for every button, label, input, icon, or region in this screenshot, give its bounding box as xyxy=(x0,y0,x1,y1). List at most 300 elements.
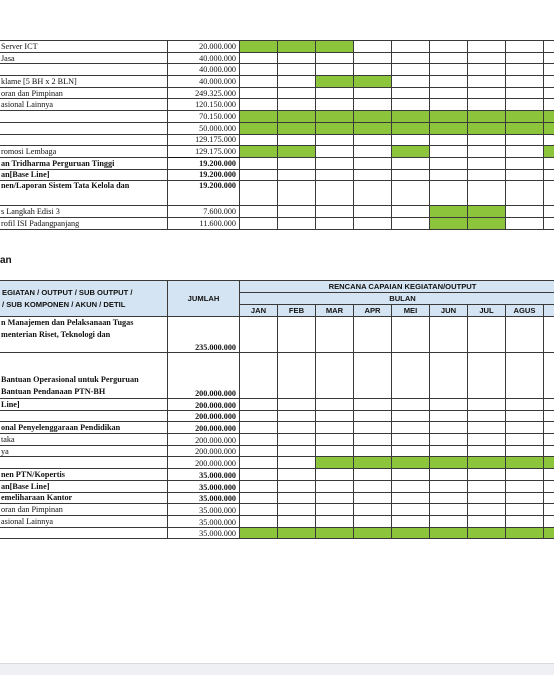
month-cell xyxy=(506,41,544,53)
month-cell-filled xyxy=(240,122,278,134)
month-cell xyxy=(278,87,316,99)
row-amount: 11.600.000 xyxy=(168,217,240,229)
month-cell-filled xyxy=(544,146,554,158)
month-cell xyxy=(506,52,544,64)
month-cell xyxy=(392,317,430,353)
month-cell xyxy=(392,206,430,218)
month-cell xyxy=(278,317,316,353)
month-cell-filled xyxy=(392,146,430,158)
month-cell xyxy=(506,469,544,481)
month-cell-filled xyxy=(544,122,554,134)
table-row xyxy=(0,527,554,539)
month-cell-filled xyxy=(544,527,554,539)
month-cell-filled xyxy=(544,111,554,123)
month-cell xyxy=(240,134,278,146)
month-cell xyxy=(468,169,506,181)
month-cell xyxy=(468,181,506,206)
month-cell xyxy=(278,410,316,422)
month-cell xyxy=(544,41,554,53)
month-cell xyxy=(468,410,506,422)
month-cell xyxy=(544,480,554,492)
month-cell-filled xyxy=(430,111,468,123)
month-cell xyxy=(240,169,278,181)
month-cell-filled xyxy=(468,122,506,134)
month-cell xyxy=(544,492,554,504)
month-cell-filled xyxy=(430,217,468,229)
month-cell xyxy=(544,217,554,229)
row-amount: 249.325.000 xyxy=(168,87,240,99)
row-label: taka xyxy=(0,434,168,446)
month-cell-filled xyxy=(392,527,430,539)
month-cell xyxy=(278,99,316,111)
month-cell xyxy=(392,76,430,88)
month-header: FEB xyxy=(278,305,316,317)
month-cell xyxy=(430,52,468,64)
month-cell xyxy=(240,52,278,64)
section-title: an xyxy=(0,255,12,266)
month-cell xyxy=(354,445,392,457)
row-amount: 35.000.000 xyxy=(168,504,240,516)
month-cell xyxy=(240,504,278,516)
table-row xyxy=(0,353,554,399)
month-cell xyxy=(316,504,354,516)
table-row xyxy=(0,76,554,88)
bulan-header: BULAN xyxy=(240,293,554,305)
month-cell-filled xyxy=(392,122,430,134)
row-label: Server ICT xyxy=(0,41,168,53)
table-row xyxy=(0,217,554,229)
row-amount: 35.000.000 xyxy=(168,515,240,527)
row-label xyxy=(0,317,168,353)
table-row xyxy=(0,64,554,76)
row-label xyxy=(0,457,168,469)
month-cell xyxy=(316,181,354,206)
jumlah-column-header: JUMLAH xyxy=(168,281,240,317)
month-cell xyxy=(430,399,468,411)
activity-column-header xyxy=(0,281,168,317)
month-cell xyxy=(278,134,316,146)
month-cell-filled xyxy=(278,527,316,539)
month-cell xyxy=(468,445,506,457)
month-cell xyxy=(506,99,544,111)
month-cell xyxy=(468,146,506,158)
month-cell xyxy=(240,515,278,527)
row-amount: 19.200.000 xyxy=(168,169,240,181)
month-cell xyxy=(278,52,316,64)
month-cell xyxy=(506,87,544,99)
month-cell xyxy=(392,169,430,181)
month-cell-filled xyxy=(506,457,544,469)
month-cell-filled xyxy=(354,527,392,539)
month-cell xyxy=(392,64,430,76)
month-cell xyxy=(506,206,544,218)
month-cell xyxy=(468,317,506,353)
row-amount: 235.000.000 xyxy=(168,317,240,353)
rencana-header: RENCANA CAPAIAN KEGIATAN/OUTPUT xyxy=(240,281,554,293)
month-cell xyxy=(430,504,468,516)
table-row xyxy=(0,399,554,411)
month-cell xyxy=(392,41,430,53)
month-cell xyxy=(354,399,392,411)
month-cell xyxy=(316,217,354,229)
month-cell xyxy=(392,52,430,64)
month-cell xyxy=(316,353,354,399)
month-cell xyxy=(278,64,316,76)
month-cell xyxy=(544,399,554,411)
table-row xyxy=(0,146,554,158)
month-cell xyxy=(430,480,468,492)
month-cell xyxy=(468,64,506,76)
row-label: emeliharaan Kantor xyxy=(0,492,168,504)
table-row xyxy=(0,480,554,492)
month-cell xyxy=(468,492,506,504)
month-cell xyxy=(278,217,316,229)
month-cell xyxy=(392,515,430,527)
month-cell xyxy=(392,469,430,481)
month-cell xyxy=(392,181,430,206)
month-cell xyxy=(316,64,354,76)
month-cell xyxy=(544,504,554,516)
month-cell xyxy=(430,434,468,446)
table-row xyxy=(0,111,554,123)
row-amount: 70.150.000 xyxy=(168,111,240,123)
month-cell xyxy=(392,157,430,169)
month-cell xyxy=(278,469,316,481)
month-cell xyxy=(240,99,278,111)
month-cell xyxy=(506,169,544,181)
month-cell xyxy=(278,445,316,457)
month-cell xyxy=(316,410,354,422)
month-cell xyxy=(430,76,468,88)
month-cell xyxy=(544,434,554,446)
row-amount: 200.000.000 xyxy=(168,445,240,457)
month-cell-filled xyxy=(354,122,392,134)
month-cell xyxy=(506,480,544,492)
month-cell xyxy=(240,434,278,446)
month-header: JUN xyxy=(430,305,468,317)
month-cell xyxy=(354,146,392,158)
month-cell-filled xyxy=(430,527,468,539)
month-cell xyxy=(278,515,316,527)
row-amount: 19.200.000 xyxy=(168,181,240,206)
month-cell xyxy=(544,99,554,111)
month-cell xyxy=(316,99,354,111)
month-cell xyxy=(240,76,278,88)
month-cell xyxy=(240,422,278,434)
month-cell xyxy=(354,410,392,422)
month-cell-filled xyxy=(430,122,468,134)
month-cell xyxy=(354,492,392,504)
month-cell-filled xyxy=(240,146,278,158)
month-cell xyxy=(506,146,544,158)
row-amount: 19.200.000 xyxy=(168,157,240,169)
row-amount: 200.000.000 xyxy=(168,434,240,446)
month-cell xyxy=(468,469,506,481)
month-cell-filled xyxy=(316,457,354,469)
row-label: an[Base Line] xyxy=(0,480,168,492)
month-cell xyxy=(316,317,354,353)
row-amount: 120.150.000 xyxy=(168,99,240,111)
month-cell xyxy=(240,469,278,481)
month-cell xyxy=(392,87,430,99)
month-cell-filled xyxy=(354,76,392,88)
month-cell xyxy=(468,504,506,516)
month-cell xyxy=(278,353,316,399)
row-label-line1: Bantuan Operasional untuk Perguruan xyxy=(1,375,139,384)
month-cell xyxy=(468,87,506,99)
month-cell xyxy=(430,87,468,99)
row-amount: 200.000.000 xyxy=(168,410,240,422)
month-cell xyxy=(506,157,544,169)
month-cell xyxy=(430,181,468,206)
row-amount: 200.000.000 xyxy=(168,399,240,411)
month-cell xyxy=(506,76,544,88)
month-header: JAN xyxy=(240,305,278,317)
month-cell xyxy=(430,134,468,146)
month-cell-filled xyxy=(468,457,506,469)
month-cell xyxy=(354,99,392,111)
month-cell xyxy=(240,492,278,504)
row-label: oran dan Pimpinan xyxy=(0,87,168,99)
activity-header-line2: / SUB KOMPONEN / AKUN / DETIL xyxy=(2,300,125,309)
month-cell xyxy=(544,422,554,434)
month-cell-filled xyxy=(468,217,506,229)
month-cell xyxy=(468,353,506,399)
month-cell xyxy=(506,445,544,457)
month-cell-filled xyxy=(354,457,392,469)
month-header: MEI xyxy=(392,305,430,317)
table-row xyxy=(0,206,554,218)
row-label xyxy=(0,122,168,134)
month-cell xyxy=(506,504,544,516)
month-cell xyxy=(468,480,506,492)
month-cell xyxy=(240,353,278,399)
month-cell xyxy=(316,434,354,446)
row-label xyxy=(0,111,168,123)
table-row xyxy=(0,169,554,181)
row-amount: 129.175.000 xyxy=(168,146,240,158)
month-cell xyxy=(354,64,392,76)
month-cell xyxy=(430,469,468,481)
table-row xyxy=(0,41,554,53)
month-cell xyxy=(392,217,430,229)
month-cell xyxy=(544,157,554,169)
row-label: oran dan Pimpinan xyxy=(0,504,168,516)
table-row xyxy=(0,515,554,527)
month-cell xyxy=(506,410,544,422)
month-cell xyxy=(392,445,430,457)
row-label: ya xyxy=(0,445,168,457)
month-cell xyxy=(544,206,554,218)
month-cell xyxy=(278,181,316,206)
month-cell xyxy=(430,492,468,504)
row-label: s Langkah Edisi 3 xyxy=(0,206,168,218)
row-label: Jasa xyxy=(0,52,168,64)
month-cell xyxy=(316,206,354,218)
month-cell xyxy=(240,399,278,411)
month-cell xyxy=(240,445,278,457)
month-header: AGUS xyxy=(506,305,544,317)
month-cell xyxy=(278,206,316,218)
month-cell-filled xyxy=(278,111,316,123)
month-cell-filled xyxy=(506,111,544,123)
row-label xyxy=(0,134,168,146)
month-cell xyxy=(392,410,430,422)
month-cell xyxy=(506,434,544,446)
month-cell xyxy=(278,157,316,169)
month-cell-filled xyxy=(278,146,316,158)
month-cell-filled xyxy=(506,527,544,539)
table-row xyxy=(0,87,554,99)
month-cell xyxy=(468,99,506,111)
month-cell xyxy=(240,217,278,229)
month-cell xyxy=(354,87,392,99)
month-cell xyxy=(468,76,506,88)
month-cell xyxy=(430,353,468,399)
month-cell xyxy=(544,515,554,527)
month-cell-filled xyxy=(240,111,278,123)
month-cell xyxy=(316,134,354,146)
month-cell xyxy=(354,52,392,64)
month-cell xyxy=(430,157,468,169)
row-amount: 40.000.000 xyxy=(168,64,240,76)
month-cell xyxy=(354,469,392,481)
table-row xyxy=(0,445,554,457)
table-row xyxy=(0,122,554,134)
row-label: Line] xyxy=(0,399,168,411)
month-cell xyxy=(506,64,544,76)
month-cell-filled xyxy=(468,206,506,218)
row-amount: 35.000.000 xyxy=(168,469,240,481)
month-cell xyxy=(278,504,316,516)
month-cell xyxy=(240,157,278,169)
month-cell xyxy=(316,445,354,457)
month-cell xyxy=(316,399,354,411)
month-cell xyxy=(430,422,468,434)
table-row xyxy=(0,181,554,206)
table-row xyxy=(0,504,554,516)
month-cell-filled xyxy=(392,457,430,469)
month-cell xyxy=(544,353,554,399)
month-cell-filled xyxy=(430,206,468,218)
row-label xyxy=(0,527,168,539)
month-cell xyxy=(544,87,554,99)
row-label: asional Lainnya xyxy=(0,99,168,111)
month-cell xyxy=(392,399,430,411)
month-cell xyxy=(240,206,278,218)
month-header: MAR xyxy=(316,305,354,317)
row-label: romosi Lembaga xyxy=(0,146,168,158)
month-cell-filled xyxy=(278,41,316,53)
row-amount: 40.000.000 xyxy=(168,52,240,64)
table-row xyxy=(0,317,554,353)
table-row xyxy=(0,457,554,469)
month-cell xyxy=(392,353,430,399)
table-row xyxy=(0,422,554,434)
table-row xyxy=(0,52,554,64)
month-cell xyxy=(468,422,506,434)
month-cell-filled xyxy=(278,122,316,134)
row-label-line2: menterian Riset, Teknologi dan xyxy=(1,330,110,339)
month-cell xyxy=(354,41,392,53)
row-amount: 200.000.000 xyxy=(168,457,240,469)
month-cell xyxy=(240,317,278,353)
month-cell xyxy=(278,422,316,434)
row-amount: 35.000.000 xyxy=(168,527,240,539)
month-cell xyxy=(354,504,392,516)
row-amount: 200.000.000 xyxy=(168,422,240,434)
month-cell xyxy=(544,181,554,206)
month-cell xyxy=(316,169,354,181)
row-amount: 50.000.000 xyxy=(168,122,240,134)
month-cell xyxy=(544,76,554,88)
month-cell xyxy=(278,434,316,446)
month-cell-filled xyxy=(316,527,354,539)
month-cell xyxy=(506,181,544,206)
month-cell xyxy=(430,445,468,457)
month-cell xyxy=(392,480,430,492)
month-cell xyxy=(430,64,468,76)
row-label: an[Base Line] xyxy=(0,169,168,181)
row-label: onal Penyelenggaraan Pendidikan xyxy=(0,422,168,434)
month-cell xyxy=(316,52,354,64)
month-cell xyxy=(354,434,392,446)
month-cell-filled xyxy=(468,527,506,539)
month-cell xyxy=(506,422,544,434)
month-cell xyxy=(544,469,554,481)
row-label: rofil ISI Padangpanjang xyxy=(0,217,168,229)
month-cell xyxy=(506,317,544,353)
month-cell xyxy=(240,410,278,422)
month-cell xyxy=(354,515,392,527)
month-cell xyxy=(354,317,392,353)
month-cell xyxy=(544,134,554,146)
row-label xyxy=(0,410,168,422)
month-cell xyxy=(240,87,278,99)
month-cell-filled xyxy=(240,41,278,53)
row-label: asional Lainnya xyxy=(0,515,168,527)
month-cell xyxy=(240,480,278,492)
month-cell xyxy=(278,457,316,469)
month-cell xyxy=(354,169,392,181)
month-cell xyxy=(430,317,468,353)
month-cell xyxy=(278,399,316,411)
month-cell xyxy=(468,134,506,146)
row-label xyxy=(0,64,168,76)
budget-table-bottom xyxy=(0,280,554,539)
month-cell xyxy=(316,469,354,481)
row-label: klame [5 BH x 2 BLN] xyxy=(0,76,168,88)
month-cell xyxy=(392,422,430,434)
month-cell xyxy=(430,41,468,53)
table-row xyxy=(0,157,554,169)
month-cell xyxy=(392,504,430,516)
month-cell xyxy=(468,157,506,169)
budget-table-top xyxy=(0,40,554,230)
month-cell-filled xyxy=(392,111,430,123)
month-cell xyxy=(392,434,430,446)
row-amount: 129.175.000 xyxy=(168,134,240,146)
month-cell xyxy=(430,410,468,422)
row-amount: 20.000.000 xyxy=(168,41,240,53)
month-cell xyxy=(316,422,354,434)
row-label-line2: Bantuan Pendanaan PTN-BH xyxy=(1,387,105,396)
month-cell xyxy=(506,134,544,146)
month-cell xyxy=(354,422,392,434)
table-row xyxy=(0,99,554,111)
row-label xyxy=(0,353,168,399)
row-amount: 7.600.000 xyxy=(168,206,240,218)
